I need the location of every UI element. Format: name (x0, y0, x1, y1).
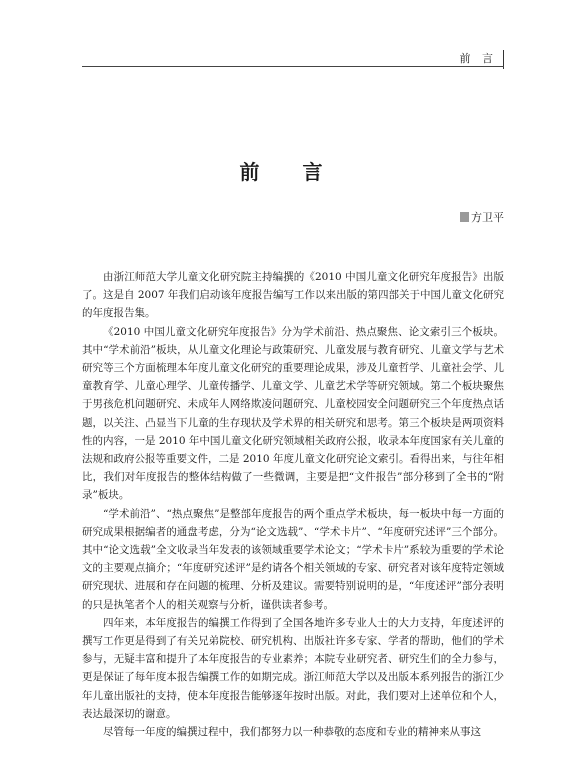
body-text (82, 268, 504, 741)
chapter-title: 前 言 (239, 160, 341, 184)
running-header: 前 言 (460, 50, 505, 69)
header-rule (82, 66, 504, 67)
paragraph: 《2010 中国儿童文化研究年度报告》分为学术前沿、热点聚焦、论文索引三个板块。其中“学术前沿”板块，从儿童文化理论与政策研究、儿童发展与教育研究、儿童文学与艺术研究等三个方面梳理本年度儿童文化研究的重要理论成果，涉及儿童哲学、儿童社会学、儿童教育学、儿童心理学、儿童传播学、儿童文学、儿童艺术学等研究领域。第二个板块聚焦于男孩危机问题研究、未成年人网络欺凌问题研究、儿童校园安全问题研究三个年度热点话题，以关注、凸显当下儿童的生存现状及学术界的相关研究和思考。第三个板块是两项资料性的内容，一是 2010 年中国儿童文化研究领域相关政府公报，收录本年度国家有关儿童的法规和政府公报等重要文件，二是 2010 年度儿童文化研究论文索引。看得出来，与往年相比，我们对年度报告的整体结构做了一些微调，主要是把“文件报告”部分移到了全书的“附录”板块。 (82, 325, 504, 502)
author-name: 方卫平 (471, 211, 504, 224)
paragraph: “学术前沿”、“热点聚焦”是整部年度报告的两个重点学术板块，每一板块中每一方面的研究成果根据编者的通盘考虑，分为“论文选载”、“学术卡片”、“年度研究述评”三个部分。其中“论文选载”全文收录当年发表的该领域重要学术论文；“学术卡片”系较为重要的学术论文的主要观点摘介；“年度研究述评”是约请各个相关领域的专家、研究者对该年度特定领域研究现状、进展和存在问题的梳理、分析及建议。需要特别说明的是，“年度述评”部分表明的只是执笔者个人的相关观察与分析，谨供读者参考。 (82, 507, 504, 611)
author-line (460, 209, 504, 225)
paragraph: 由浙江师范大学儿童文化研究院主持编撰的《2010 中国儿童文化研究年度报告》出版了。这是自 2007 年我们启动该年度报告编写工作以来出版的第四部关于中国儿童文化研究的年度报告集。 (82, 271, 504, 320)
author-marker-icon (460, 212, 469, 222)
paragraph: 尽管每一年度的编撰过程中，我们都努力以一种恭敬的态度和专业的精神来从事这 (103, 726, 481, 739)
paragraph: 四年来，本年度报告的编撰工作得到了全国各地许多专业人士的大力支持，年度述评的撰写工作更是得到了有关兄弟院校、研究机构、出版社许多专家、学者的帮助，他们的学术参与，无疑丰富和提升了本年度报告的专业素养；本院专业研究者、研究生们的全力参与，更是保证了每年度本报告编撰工作的如期完成。浙江师范大学以及出版本系列报告的浙江少年儿童出版社的支持，使本年度报告能够逐年按时出版。对此，我们要对上述单位和个人，表达最深切的谢意。 (82, 616, 504, 720)
